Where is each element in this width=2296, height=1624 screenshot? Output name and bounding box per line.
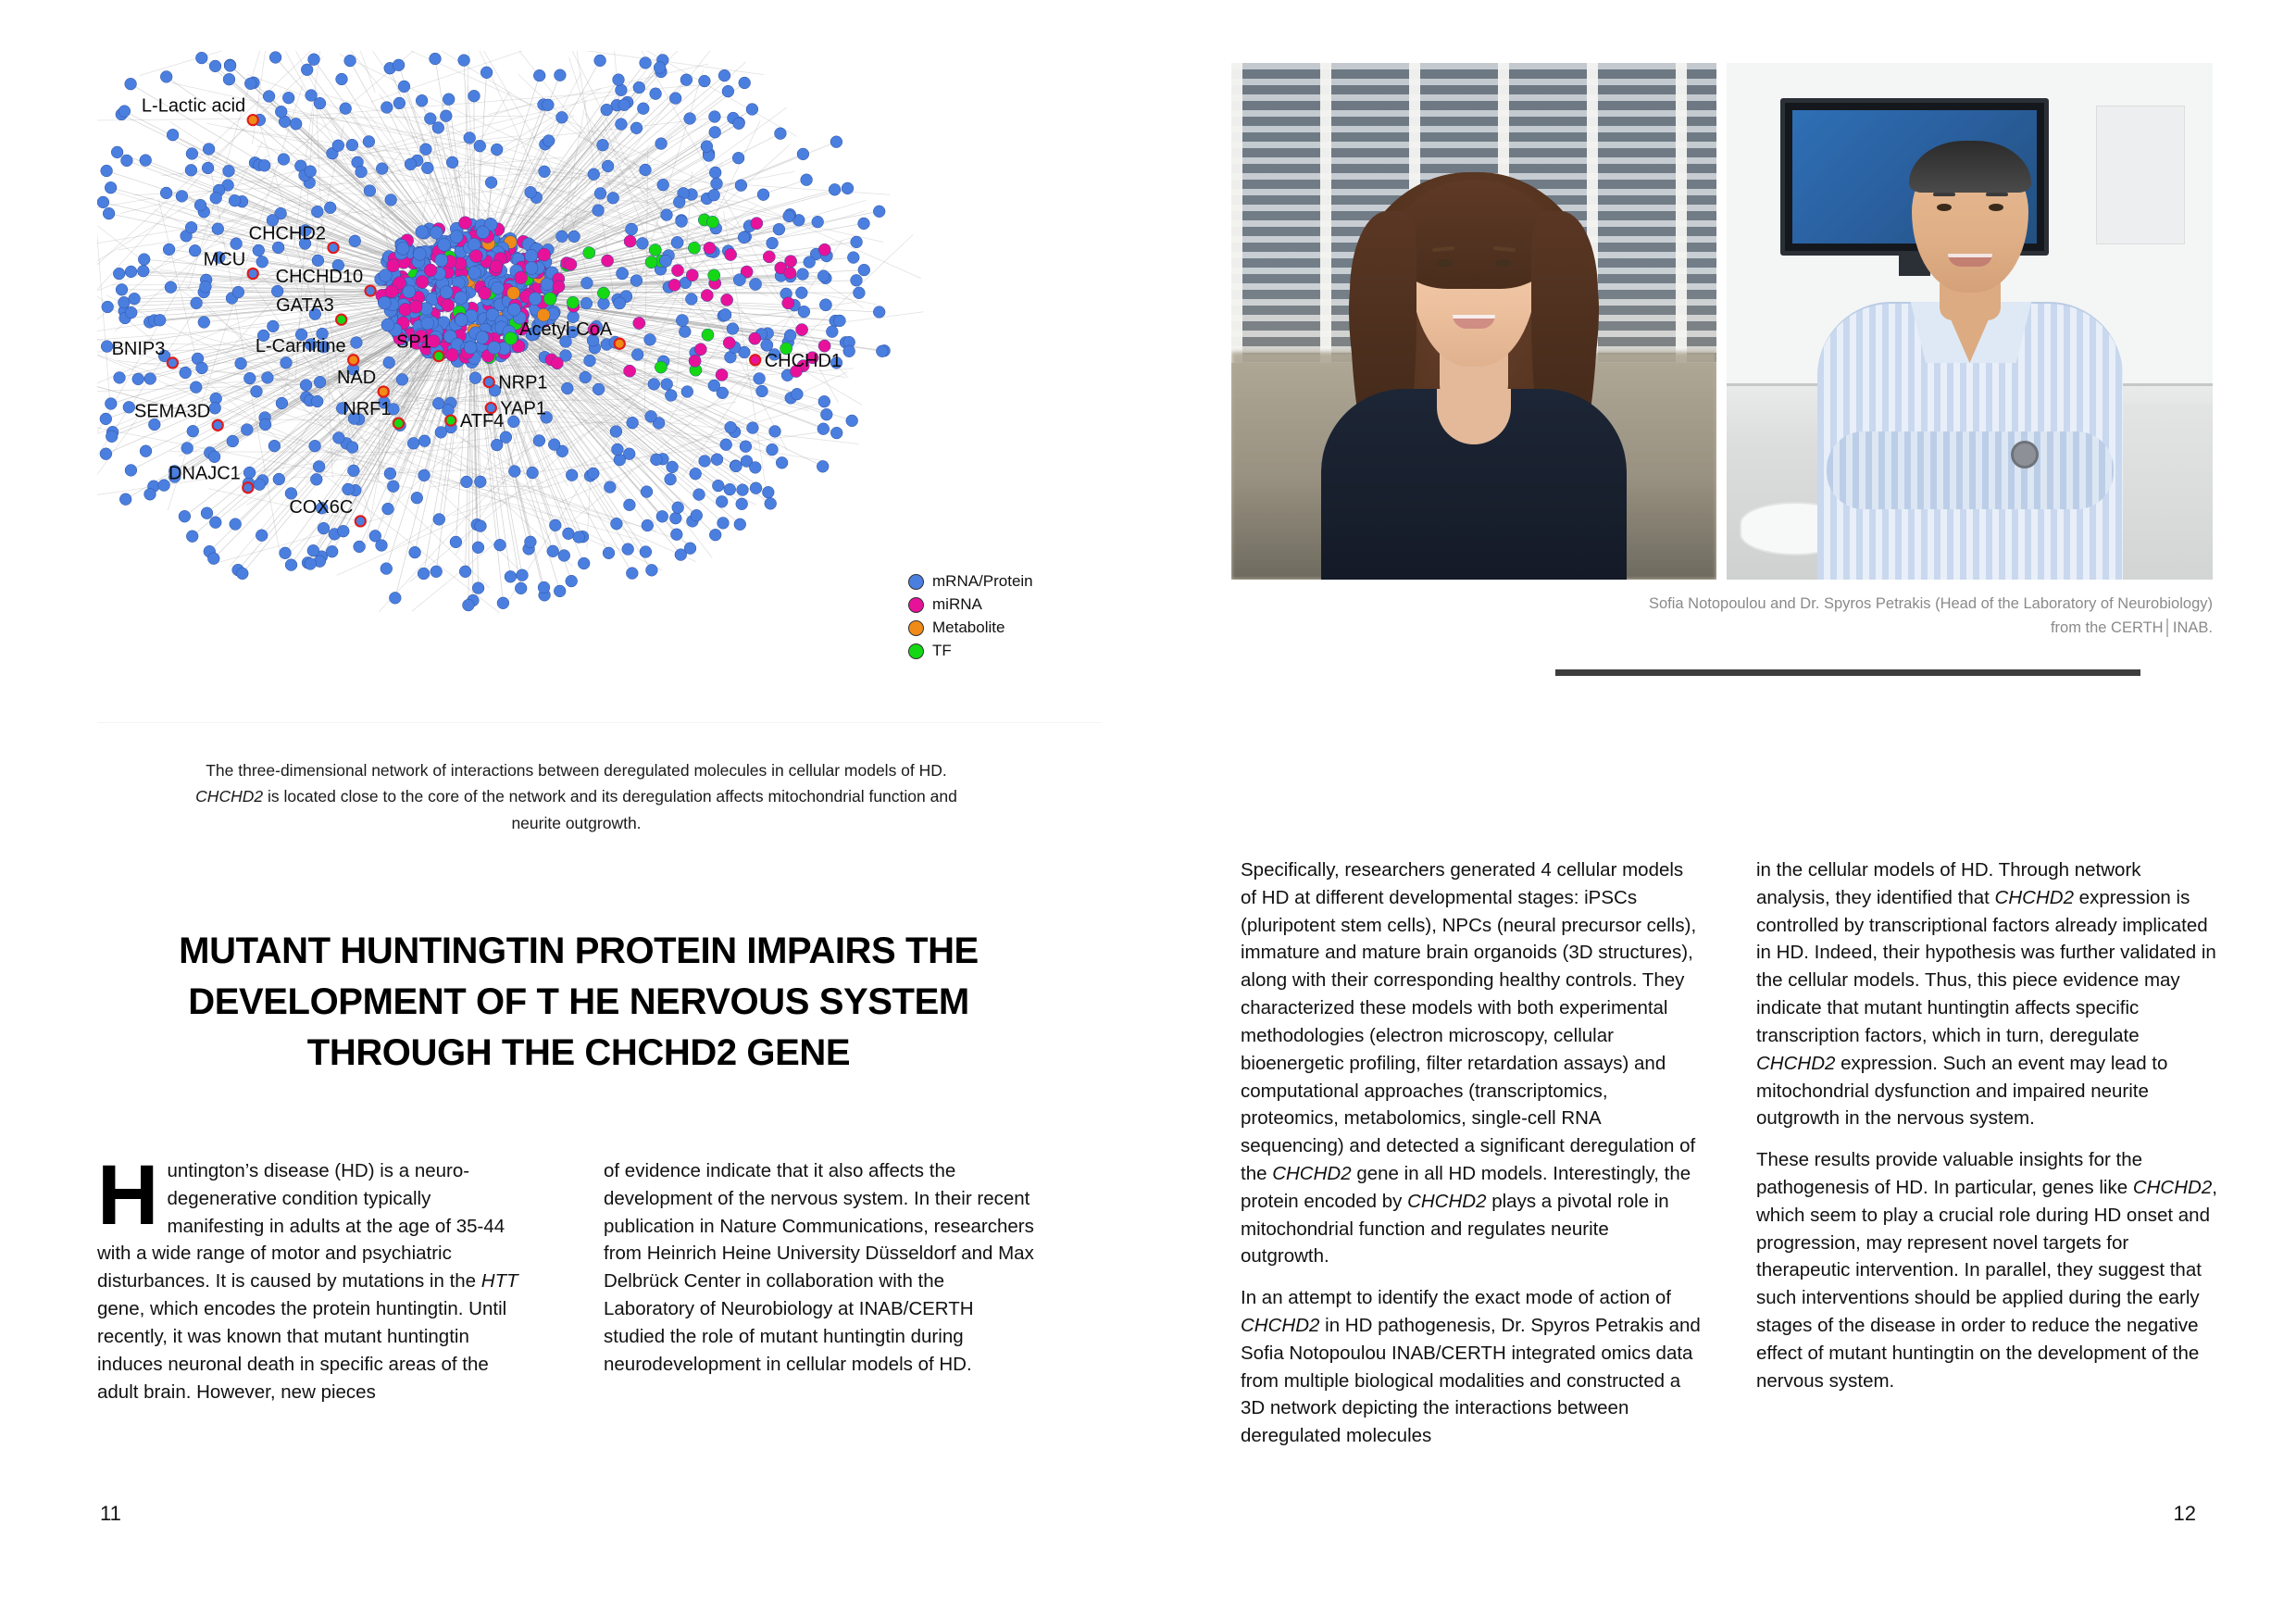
legend-item	[908, 571, 1033, 592]
body-column-2	[604, 1157, 1037, 1391]
network-node-label: L-Lactic acid	[141, 95, 246, 117]
network-node-label: NAD	[336, 368, 377, 388]
figure-caption-line-1: The three-dimensional network of interactions between deregulated molecules in cellular models of HD.	[206, 761, 947, 780]
portrait-eye-left	[1937, 204, 1952, 211]
gene-chchd2: CHCHD2	[1272, 1162, 1352, 1184]
body-text: gene in all HD models. Interestingly, the protein encoded by	[1241, 1162, 1691, 1212]
portrait-clothing	[1321, 389, 1627, 580]
network-node-label: DNAJC1	[168, 463, 241, 484]
photo-block	[1231, 63, 2213, 580]
gene-chchd2: CHCHD2	[1756, 1052, 1836, 1074]
portrait-eye-right	[1495, 259, 1511, 267]
drop-cap: H	[97, 1148, 159, 1243]
wristwatch	[2011, 441, 2039, 468]
page-right	[1148, 0, 2296, 1624]
figure-caption-line-2: is located close to the core of the network and its deregulation affects mitochondrial function and	[263, 787, 957, 806]
network-node-label: Acetyl-CoA	[519, 319, 613, 341]
legend-item	[908, 594, 1033, 615]
figure-divider	[97, 722, 1102, 723]
body-paragraph	[1756, 856, 2217, 1132]
photo-spyros-petrakis	[1727, 63, 2213, 580]
portrait-mouth	[1948, 254, 1992, 267]
network-node-label: ATF4	[459, 411, 505, 432]
network-node-label: NRF1	[343, 399, 392, 420]
photo-caption-line-2: from the CERTH│INAB.	[2050, 618, 2213, 636]
body-text-b: gene, which encodes the protein huntingtin. Until recently, it was known that mutant huntingtin induces neuronal death in specific areas of the adult brain. However, new pieces	[97, 1298, 507, 1403]
network-node-label: L-Carnitine	[255, 335, 346, 356]
figure-caption-gene: CHCHD2	[195, 787, 264, 806]
legend-swatch-metabolite	[908, 620, 924, 636]
legend-swatch-mrna-protein	[908, 574, 924, 590]
portrait-eye-right	[1989, 204, 2003, 211]
body-text: In an attempt to identify the exact mode of action of	[1241, 1287, 1671, 1309]
left-page-body	[97, 1148, 1037, 1463]
wall-panel	[2096, 106, 2185, 244]
portrait-eye-left	[1437, 259, 1453, 267]
network-node-label: GATA3	[276, 295, 334, 317]
figure-caption-line-3: neurite outgrowth.	[511, 813, 642, 832]
network-node-label: BNIP3	[111, 338, 166, 359]
legend-item	[908, 641, 1033, 661]
right-page-body	[1241, 856, 2222, 1468]
legend-label-mrna-protein: mRNA/Protein	[932, 572, 1033, 590]
legend-label-mirna: miRNA	[932, 595, 982, 613]
gene-chchd2: CHCHD2	[1241, 1315, 1320, 1336]
folio-page-11: 11	[100, 1502, 121, 1525]
legend-label-metabolite: Metabolite	[932, 618, 1005, 636]
network-node-label: MCU	[203, 249, 246, 270]
body-column-1	[97, 1148, 530, 1418]
body-text: expression is controlled by transcriptional factors already implicated in HD. Indeed, their hypothesis was further validated in the cellular models. Thus, this piece evidence may indicate that mutant huntingtin affects specific transcription factors, which in turn, deregulate	[1756, 886, 2216, 1046]
network-node-label: COX6C	[289, 496, 354, 518]
body-text: in HD pathogenesis, Dr. Spyros Petrakis and Sofia Notopoulou INAB/CERTH integrated omics data from multiple biological modalities and constructed a 3D network depicting the interactions between deregulated molecules	[1241, 1315, 1701, 1447]
network-node-label: CHCHD10	[275, 267, 364, 288]
network-node-label: CHCHD2	[248, 223, 326, 244]
legend-swatch-tf	[908, 643, 924, 659]
body-paragraph	[1756, 1146, 2217, 1394]
portrait-crossed-arms	[1827, 431, 2114, 509]
portrait-eyebrow-right	[1986, 193, 2008, 196]
body-paragraph	[1241, 856, 1702, 1270]
legend-swatch-mirna	[908, 597, 924, 613]
photo-caption-line-1: Sofia Notopoulou and Dr. Spyros Petrakis (Head of the Laboratory of Neurobiology)	[1648, 595, 2213, 612]
body-text: expression. Such an event may lead to mitochondrial dysfunction and impaired neurite outgrowth in the nervous system.	[1756, 1052, 2168, 1130]
gene-chchd2: CHCHD2	[1407, 1190, 1487, 1212]
body-paragraph	[97, 1148, 530, 1405]
body-text: in the cellular models of HD. Through network analysis, they identified that	[1756, 859, 2141, 908]
legend-label-tf: TF	[932, 642, 952, 659]
network-legend	[903, 568, 1039, 668]
figure-caption	[139, 757, 1014, 836]
network-node-label: SP1	[396, 331, 431, 353]
body-paragraph	[1241, 1284, 1702, 1450]
caption-divider	[1555, 669, 2140, 676]
photo-caption	[1537, 593, 2213, 640]
gene-chchd2: CHCHD2	[2132, 1176, 2213, 1198]
network-node-label: NRP1	[498, 372, 548, 394]
network-node-label: YAP1	[500, 398, 546, 419]
network-node-label: SEMA3D	[133, 401, 211, 422]
body-text: , which seem to play a crucial role during HD onset and progression, may represent novel targets for therapeutic intervention. In parallel, they suggest that such interventions should be applied during the early stages of the disease in order to reduce the negative effect of mutant huntingtin on the development of the nervous system.	[1756, 1176, 2217, 1392]
body-paragraph: of evidence indicate that it also affects the development of the nervous system. In their recent publication in Nature Communications, researchers from Heinrich Heine University Düsseldorf and Max Delbrück Center in collaboration with the Laboratory of Neurobiology at INAB/CERTH studied the role of mutant huntingtin during neurodevelopment in cellular models of HD.	[604, 1160, 1034, 1375]
body-text: Specifically, researchers generated 4 cellular models of HD at different developmental stages: iPSCs (pluripotent stem cells), NPCs (neural precursor cells), immature and mature brain organoids (3D structures), along with their corresponding healthy controls. They characterized these models with both experimental methodologies (electron microscopy, cellular bioenergetic profiling, filter retardation assays) and computational approaches (transcriptomics, proteomics, metabolomics, single-cell RNA sequencing) and detected a significant deregulation of the	[1241, 859, 1697, 1184]
photo-sofia-notopoulou	[1231, 63, 1716, 580]
body-column-4	[1756, 856, 2217, 1408]
body-text: These results provide valuable insights for the pathogenesis of HD. In particular, genes like	[1756, 1149, 2143, 1198]
body-text-a: untington’s disease (HD) is a neuro-degenerative condition typically manifesting in adults at the age of 35-44 with a wide range of motor and psychiatric disturbances. It is caused by mutations in the	[97, 1160, 505, 1293]
legend-item	[908, 618, 1033, 638]
body-text: plays a pivotal role in mitochondrial function and regulates neurite outgrowth.	[1241, 1190, 1669, 1268]
page-title: MUTANT HUNTINGTIN PROTEIN IMPAIRS THE DEVELOPMENT OF T HE NERVOUS SYSTEM THROUGH THE CHCHD2 GENE	[179, 931, 979, 1074]
portrait-eyebrow-left	[1933, 193, 1955, 196]
body-column-3	[1241, 856, 1702, 1464]
gene-chchd2: CHCHD2	[1994, 886, 2074, 908]
network-node-label: CHCHD1	[764, 350, 842, 371]
folio-page-12: 12	[2173, 1502, 2196, 1525]
gene-htt: HTT	[480, 1270, 518, 1293]
